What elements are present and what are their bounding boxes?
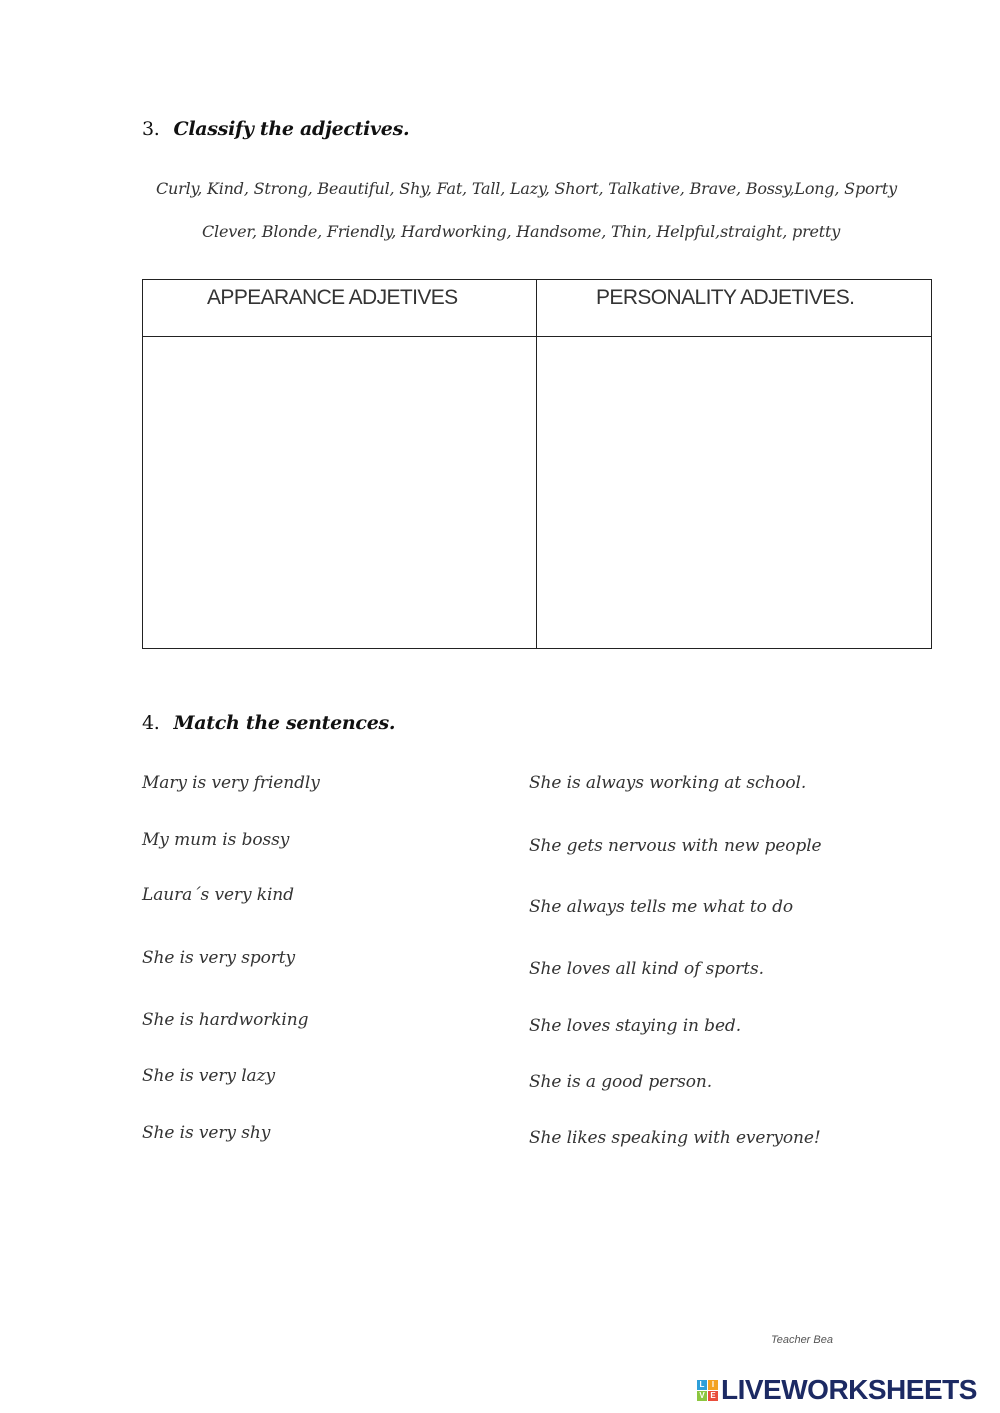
left-sentence-2[interactable]: My mum is bossy [142,830,290,850]
left-sentence-1[interactable]: Mary is very friendly [142,773,320,793]
classify-table-answer-row [143,337,932,649]
personality-header-cell [537,280,932,337]
section-3-title [142,118,409,140]
classify-table [142,279,932,649]
left-sentence-4[interactable]: She is very sporty [142,948,296,968]
left-sentence-7[interactable]: She is very shy [142,1123,271,1143]
left-sentence-3[interactable]: Laura´s very kind [142,885,294,905]
logo-block-i: I [708,1380,718,1390]
left-sentence-6[interactable]: She is very lazy [142,1066,275,1086]
right-sentence-4[interactable]: She loves all kind of sports. [529,959,764,979]
section-3-number: 3. [142,118,160,140]
logo-block-l: L [697,1380,707,1390]
appearance-header-cell [143,280,537,337]
right-sentence-1[interactable]: She is always working at school. [529,773,807,793]
liveworksheets-logo[interactable] [697,1374,977,1406]
appearance-answer-cell[interactable] [143,337,537,649]
logo-block-v: V [697,1391,707,1401]
personality-answer-cell[interactable] [537,337,932,649]
right-sentence-7[interactable]: She likes speaking with everyone! [529,1128,821,1148]
word-bank-line-1: Curly, Kind, Strong, Beautiful, Shy, Fat, Tall, Lazy, Short, Talkative, Brave, Bossy,Long, Sporty [156,179,897,198]
personality-header: PERSONALITY ADJETIVES. [596,286,855,309]
section-3-heading: Classify the adjectives. [173,118,410,140]
right-sentence-5[interactable]: She loves staying in bed. [529,1016,742,1036]
section-4-title [142,712,395,734]
right-sentence-6[interactable]: She is a good person. [529,1072,713,1092]
teacher-signature: Teacher Bea [771,1334,833,1346]
logo-blocks-icon [697,1380,718,1401]
classify-table-header-row [143,280,932,337]
logo-block-e: E [708,1391,718,1401]
appearance-header: APPEARANCE ADJETIVES [207,286,458,309]
word-bank-line-2: Clever, Blonde, Friendly, Hardworking, Handsome, Thin, Helpful,straight, pretty [202,222,841,241]
section-4-heading: Match the sentences. [173,712,396,734]
left-sentence-5[interactable]: She is hardworking [142,1010,309,1030]
logo-text: LIVEWORKSHEETS [721,1374,977,1405]
right-sentence-2[interactable]: She gets nervous with new people [529,836,822,856]
section-4-number: 4. [142,712,160,734]
right-sentence-3[interactable]: She always tells me what to do [529,897,793,917]
